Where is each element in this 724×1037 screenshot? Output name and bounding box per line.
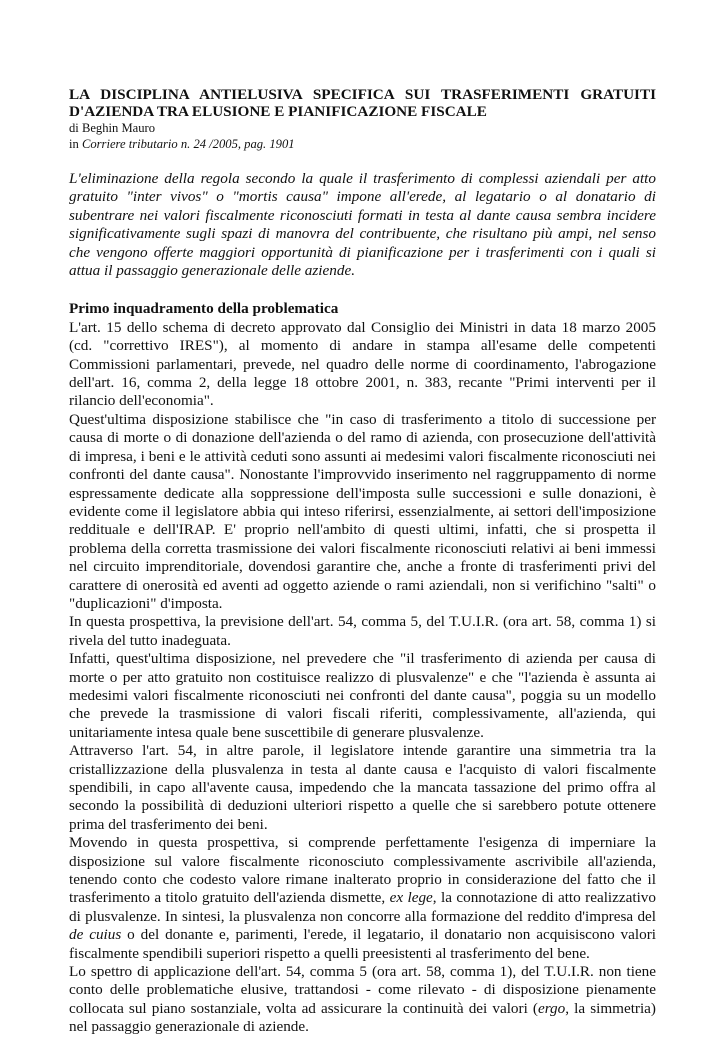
- paragraph-6-text-c: o del donante e, parimenti, l'erede, il legatario, il donatario non acquisiscono valori fiscalmente spendibili superiori rispetto a quelli preesistenti al trasferimento del bene.: [69, 926, 656, 962]
- body-paragraph-2: Quest'ultima disposizione stabilisce che "in caso di trasferimento a titolo di successione per causa di morte o di donazione dell'azienda o del ramo di azienda, con prosecuzione dell'attività di impresa, i beni e le attività ceduti sono assunti ai medesimi valori fiscalmente riconosciuti nei confronti del dante causa". Nonostante l'improvvido inserimento nel raggruppamento di norme espressamente dedicate alla soppressione dell'imposta sulle successioni e sulle donazioni, è evidente come il legislatore abbia qui inteso riferirsi, essenzialmente, ai settori dell'imposizione reddituale e dell'IRAP. E' proprio nell'ambito di questi ultimi, infatti, che si prospetta il problema della corretta trasmissione dei valori fiscalmente riconosciuti relativi ai beni immessi nel circuito imprenditoriale, dovendosi garantire che, anche a fronte di trasferimenti privi del carattere di onerosità ed aventi ad oggetto aziende o rami aziendali, non si verifichino "salti" o "duplicazioni" d'imposta.: [69, 410, 656, 612]
- paragraph-7-text-a: Lo spettro di applicazione dell'art. 54, comma 5 (ora art. 58, comma 1), del T.U.I.R. non tiene conto delle problematiche elusive, trattandosi - come rilevato - di disposizione pienamente collocata sul piano sostanziale, volta ad assicurare la continuità dei valori (: [69, 963, 656, 1017]
- body-paragraph-5: Attraverso l'art. 54, in altre parole, il legislatore intende garantire una simmetria tra la cristallizzazione della plusvalenza in testa al dante causa e l'acquisto di valori fiscalmente spendibili, in capo all'avente causa, impedendo che la mancata tassazione del primo offra al secondo la possibilità di deduzioni ulteriori rispetto a quelle che si sarebbero potute ottenere prima del trasferimento dei beni.: [69, 742, 656, 833]
- document-page: [69, 86, 656, 1037]
- section-heading: Primo inquadramento della problematica: [69, 300, 339, 318]
- article-title-line-2: D'AZIENDA TRA ELUSIONE E PIANIFICAZIONE FISCALE: [69, 103, 487, 120]
- body-paragraph-6: [69, 834, 656, 963]
- body-paragraph-1: L'art. 15 dello schema di decreto approvato dal Consiglio dei Ministri in data 18 marzo 2005 (cd. "correttivo IRES"), al momento di andare in stampa all'esame delle competenti Commissioni parlamentari, prevede, nel quadro delle norme di coordinamento, l'abrogazione dell'art. 16, comma 2, della legge 18 ottobre 2001, n. 383, recante "Primi interventi per il rilancio dell'economia".: [69, 318, 656, 410]
- article-title: [69, 86, 656, 120]
- paragraph-6-text-b: , la connotazione di atto realizzativo di plusvalenze. In sintesi, la plusvalenza non concorre alla formazione del reddito d'impresa del: [69, 889, 656, 925]
- paragraph-7-text-b: , la simmetria) nel passaggio generazionale di aziende.: [69, 999, 656, 1036]
- paragraph-6-emphasis-1: ex lege: [389, 889, 433, 907]
- body-paragraph-4: Infatti, quest'ultima disposizione, nel prevedere che "il trasferimento di azienda per causa di morte o per atto gratuito non costituisce realizzo di plusvalenze" e che "l'azienda è assunta ai medesimi valori fiscalmente riconosciuti nei confronti del dante causa", poggia su un modello che prevede la trasmissione di valori fiscali riferiti, complessivamente, all'azienda, qui unitariamente intesa quale bene suscettibile di generare plusvalenze.: [69, 650, 656, 741]
- paragraph-6-emphasis-2: de cuius: [69, 926, 122, 944]
- paragraph-6-text-a: Movendo in questa prospettiva, si comprende perfettamente l'esigenza di imperniare la disposizione sul valore fiscalmente riconosciuto complessivamente ascrivibile all'azienda, tenendo conto che codesto valore rimane inalterato proprio in considerazione del fatto che il trasferimento a titolo gratuito dell'azienda dismette,: [69, 834, 656, 907]
- source-citation: Corriere tributario n. 24 /2005, pag. 1901: [81, 137, 295, 151]
- paragraph-7-emphasis: ergo: [537, 999, 566, 1017]
- article-title-line-1: LA DISCIPLINA ANTIELUSIVA SPECIFICA SUI TRASFERIMENTI GRATUITI: [69, 86, 656, 103]
- author-line: di Beghin Mauro: [69, 121, 156, 135]
- source-prefix: in: [69, 137, 82, 151]
- body-paragraph-3: In questa prospettiva, la previsione dell'art. 54, comma 5, del T.U.I.R. (ora art. 58, comma 1) si rivela del tutto inadeguata.: [69, 613, 656, 649]
- article-abstract: L'eliminazione della regola secondo la quale il trasferimento di complessi aziendali per atto gratuito "inter vivos" o "mortis causa" impone all'erede, al legatario o al donatario di subentrare nei valori fiscalmente riconosciuti formati in testa al dante causa sembra incidere significativamente sugli spazi di manovra del contribuente, che risultano più ampi, nel senso che vengono offerte maggiori opportunità di pianificazione per i trasferimenti con i quali si attua il passaggio generazionale delle aziende.: [69, 170, 656, 280]
- source-line: [69, 136, 656, 152]
- body-paragraph-7: [69, 963, 656, 1037]
